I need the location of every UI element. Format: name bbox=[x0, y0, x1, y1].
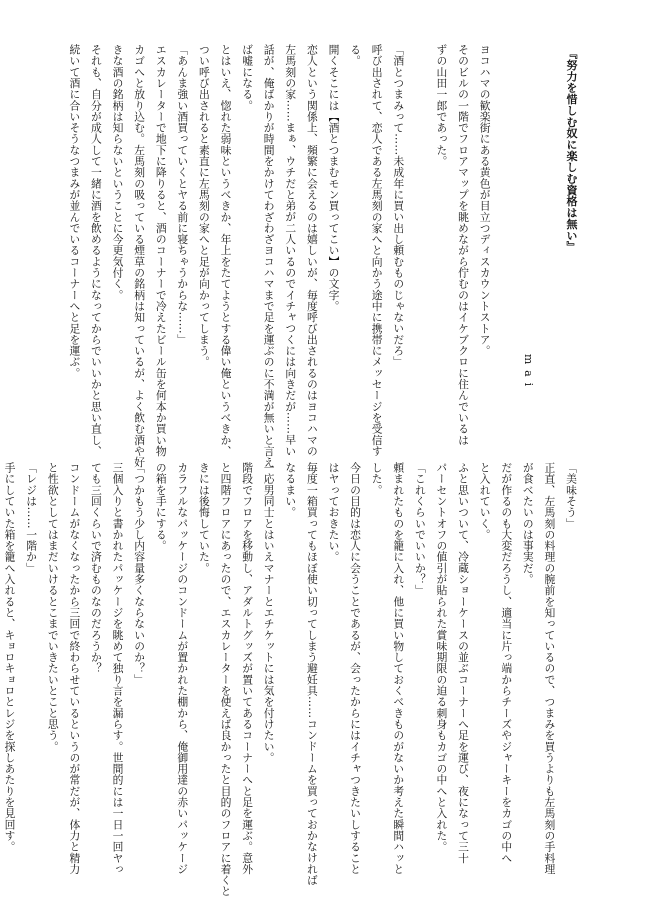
text-line: 三個入りと書かれたパッケージを眺めて独り言を漏らす。世間的には一日一回ヤっ bbox=[111, 462, 125, 875]
text-line: とはいえ、惚れた弱味というべきか、年上をたてようとする偉い俺というべきか、 bbox=[219, 44, 233, 457]
lower-text-block bbox=[3, 462, 582, 897]
text-line: 階段でフロアを移動し、アダルトグッズが置いてあるコーナーへと足を運ぶ。意外 bbox=[241, 462, 255, 875]
spacer bbox=[496, 44, 518, 432]
text-line: と性欲としてはまだいけるとこまでいきたいとこと思う。 bbox=[46, 462, 60, 752]
text-line: ヨコハマの歓楽街にある黄色が目立つディスカウントストア。 bbox=[478, 44, 492, 357]
text-line: 「あんま強い酒買っていくとヤる前に寝ちゃうからな……」 bbox=[176, 44, 190, 346]
text-line: ふと思いついて、冷蔵ショーケースの並ぶコーナーへ足を運び、夜になって三十 bbox=[457, 462, 471, 864]
text-line: カラフルなパッケージのコンドームが置かれた棚から、俺御用達の赤いパッケージ bbox=[176, 462, 190, 875]
text-line: ずの山田一郎であった。 bbox=[435, 44, 449, 167]
text-line: 続いて酒に合いそうなつまみが並んでいるコーナーへと足を運ぶ。 bbox=[68, 44, 82, 379]
text-line: ば嘘になる。 bbox=[241, 44, 255, 111]
text-line: なるまい。 bbox=[284, 462, 298, 518]
text-line: きな酒の銘柄は知らないということに今更気付く。 bbox=[111, 44, 125, 301]
text-line: 「つかもう少し内容量多くならないのか？」 bbox=[133, 462, 147, 685]
text-line: はヤっておきたい。 bbox=[327, 462, 341, 563]
text-line: 開くそこには【酒とつまむモン買ってこい】の文字。 bbox=[327, 44, 341, 312]
text-line: 「レジは……一階か」 bbox=[25, 462, 39, 574]
text-line: 頼まれたものを籠に入れ、他に買い物しておくべきものがないか考えた瞬間ハッと bbox=[392, 462, 406, 875]
text-line: きには後悔していた。 bbox=[197, 462, 211, 574]
text-line: つい呼び出されると素直に左馬刻の家へと足が向かってしまう。 bbox=[197, 44, 211, 368]
text-line: 「美味そう」 bbox=[565, 462, 578, 529]
text-line: と四階フロアにあったので、エスカレーターを使えば良かったと目的のフロアに着くと bbox=[219, 462, 233, 897]
author-name: mai bbox=[521, 354, 535, 393]
text-line: 恋人という関係上、頻繁に会えるのは嬉しいが、毎度呼び出されるのはヨコハマの bbox=[305, 44, 319, 457]
text-line: 「これくらいでいいか？」 bbox=[413, 462, 427, 596]
lower-paragraphs bbox=[0, 462, 582, 897]
text-line: ても三回くらいで済むものなのだろうか？ bbox=[89, 462, 103, 674]
paragraph-gap bbox=[409, 44, 431, 432]
text-line: 今日の目的は恋人に会うことであるが、会ったからにはイチャつきたいしすること bbox=[349, 462, 363, 875]
text-line: した。 bbox=[370, 462, 384, 496]
text-line: 話が、俺ばかりが時間をかけてわざわざヨコハマまで足を運ぶのに不満が無いと言え bbox=[262, 44, 276, 468]
text-line: コンドームがなくなったから三回で終わらせているというのが常だが、体力と精力 bbox=[68, 462, 82, 875]
spacer bbox=[539, 44, 561, 432]
text-line: の箱を手にする。 bbox=[154, 462, 168, 552]
text-line: る。 bbox=[349, 44, 363, 67]
text-line: 「酒とつまみって……未成年に買い出し頼むものじゃないだろ」 bbox=[392, 44, 406, 368]
upper-text-block bbox=[68, 44, 582, 468]
text-line: そのビルの一階でフロアマップを眺めながら佇むのはイケブクロに住んでいるは bbox=[457, 44, 471, 446]
text-line: 手にしていた箱を籠へ入れると、キョロキョロとレジを探しあたりを見回す。 bbox=[3, 462, 17, 853]
text-line: 呼び出されて、恋人である左馬刻の家へと向かう途中に携帯にメッセージを受信す bbox=[370, 44, 384, 457]
text-line: 一応男同士とはいえマナーとエチケットには気を付けたい。 bbox=[262, 462, 276, 764]
text-line: 左馬刻の家……まぁ、ウチだと弟が二人いるのでイチャつくには向きだが……早い bbox=[284, 44, 298, 457]
story-title: 『努力を惜しむ奴に楽しむ資格は無い』 bbox=[565, 48, 578, 253]
text-line: パーセントオフの値引が貼られた賞味期限の迫る刺身もカゴの中へと入れた。 bbox=[435, 462, 449, 853]
text-line: 毎度一箱買ってもほぼ使い切ってしまう避妊具……コンドームを買っておかなければ bbox=[305, 462, 319, 886]
text-line: だが作るのも大変だろうし、適当に片っ端からチーズやジャーキーをカゴの中へ bbox=[500, 462, 514, 864]
text-line: カゴへと放り込む。左馬刻の吸っている煙草の銘柄は知っているが、よく飲む酒や好 bbox=[133, 44, 147, 468]
text-line: と入れていく。 bbox=[478, 462, 492, 541]
text-line: エスカレーターで地下に降りると、酒のコーナーで冷えたビール缶を何本か買い物 bbox=[154, 44, 168, 457]
text-line: が食べたいのは事実だ。 bbox=[521, 462, 535, 585]
text-line: それも、自分が成人して一緒に酒を飲めるようになってからでいいかと思い直し、 bbox=[89, 44, 103, 457]
upper-paragraphs bbox=[64, 44, 496, 468]
text-line: 正直、左馬刻の料理の腕前を知っているので、つまみを買うよりも左馬刻の手料理 bbox=[543, 462, 557, 875]
